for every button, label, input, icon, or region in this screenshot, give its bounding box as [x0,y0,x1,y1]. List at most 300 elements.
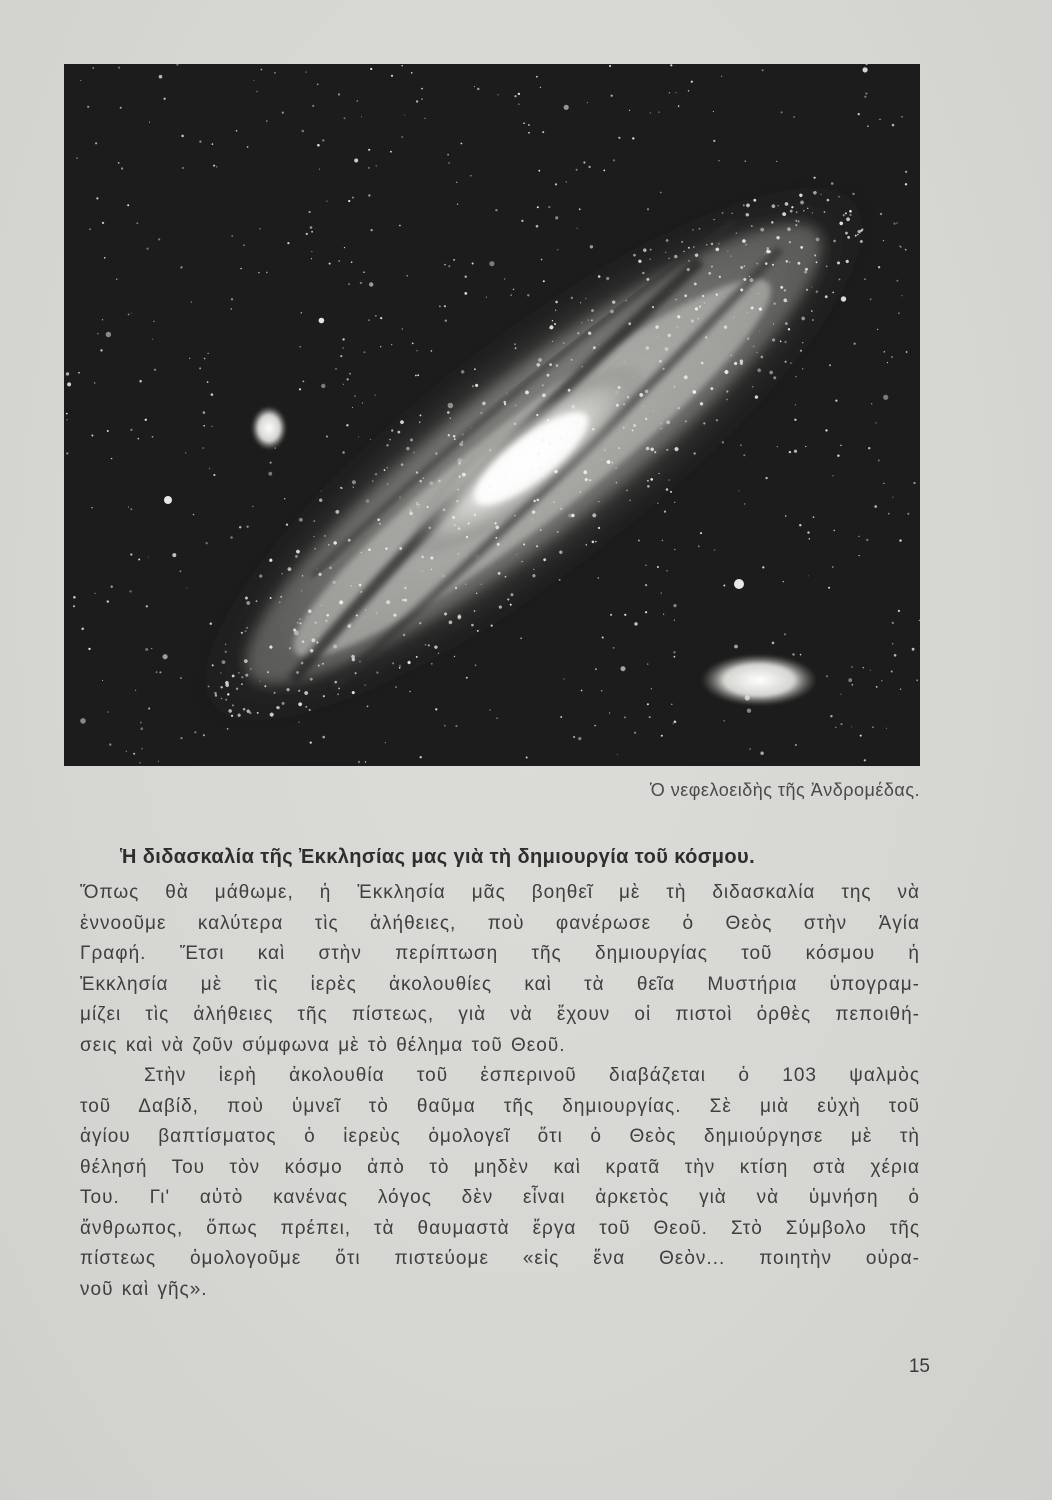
star [164,98,166,100]
star [73,596,76,599]
star [301,312,302,313]
star [209,468,210,469]
star [870,298,872,300]
star [772,642,775,645]
star [734,645,738,649]
star [240,268,242,270]
star [678,105,680,107]
star [444,264,446,266]
star [527,294,529,296]
star [745,160,747,162]
star [404,115,405,116]
star [892,124,895,127]
star [521,220,523,222]
star [907,513,909,515]
star [647,703,649,705]
star [91,435,93,437]
star [495,209,497,211]
star [146,248,148,250]
body-text [80,878,920,1305]
star [380,346,381,347]
star [472,263,474,265]
star [163,654,168,659]
star [246,526,248,528]
star [274,72,276,74]
star [213,474,215,476]
star [149,122,150,123]
star [868,447,870,449]
star [309,211,311,213]
star [338,260,340,262]
star [475,664,477,666]
star [564,105,569,110]
star [140,722,142,724]
star [713,140,715,142]
star [661,592,662,593]
star [447,154,449,156]
galaxy-image [64,64,920,766]
star [647,208,649,210]
star [335,368,337,370]
star [118,162,120,164]
star [528,124,530,126]
star [253,80,254,81]
star [128,314,130,316]
star [104,257,106,259]
star [906,351,908,353]
star [231,235,233,237]
star [342,338,344,340]
star [886,728,887,729]
star [899,539,901,541]
star [338,93,340,95]
star [662,540,663,541]
companion-galaxy-m32 [251,406,287,450]
star [420,756,422,758]
text-line: πίστεως ὁμολογοῦμε ὅτι πιστεύομε «εἰς ἕνα Θεὸν... ποιητὴν οὐρα- [80,1248,920,1269]
star [102,222,104,224]
star [172,553,176,557]
star [121,167,123,169]
star [826,675,828,677]
star [252,506,254,508]
star [421,98,423,100]
star [455,725,457,727]
star [518,104,519,105]
photo-caption: Ὁ νεφελοειδὴς τῆς Ἀνδρομέδας. [649,780,920,800]
star [777,446,778,447]
star [566,181,567,182]
star [346,424,348,426]
star [548,206,550,208]
star [152,436,154,438]
star [368,149,370,151]
star [898,610,900,612]
star [361,116,362,117]
star [809,538,811,540]
star [411,72,413,74]
star [664,511,666,513]
star [900,689,901,690]
star [391,344,392,345]
star [116,278,118,280]
star [354,159,358,163]
star [236,130,238,132]
star [94,593,95,594]
star [595,668,597,670]
star [407,275,408,276]
star [380,317,382,319]
star [152,339,153,340]
star [402,136,403,137]
star [399,225,401,227]
star [888,513,890,515]
star [858,113,860,115]
star [415,375,417,377]
star [673,604,676,607]
star [835,727,836,728]
star [645,584,647,586]
star [456,182,457,183]
star [213,165,215,167]
star [700,532,702,534]
star [783,581,784,582]
star [322,736,325,739]
star [688,90,689,91]
star [560,716,562,718]
star [795,404,796,405]
star [284,498,285,499]
star [151,648,152,649]
star [402,328,403,329]
star [216,166,218,168]
text-line: ἁγίου βαπτίσματος ὁ ἱερεὺς ὁμολογεῖ ὅτι ὁ Θεὸς δημιούργησε μὲ τὴ [80,1126,920,1147]
star [417,374,419,376]
star [138,559,140,561]
star [879,119,880,120]
star [807,531,809,533]
star [444,305,446,307]
star [203,411,206,414]
star [864,278,866,280]
star [385,742,386,743]
star [401,65,403,67]
star [854,343,856,345]
star [231,308,233,310]
star [180,266,182,268]
star [111,586,113,588]
star [206,542,208,544]
star [613,159,615,161]
star [794,450,797,453]
star [674,656,676,658]
star [526,757,528,759]
star [93,67,94,68]
star [537,206,539,208]
star [311,251,312,252]
star [675,92,676,93]
star [322,139,324,141]
star [576,169,578,171]
star [412,343,414,345]
star [181,135,184,138]
star [352,197,354,199]
star [448,265,450,267]
star [239,526,241,528]
star [577,228,578,229]
star [762,69,764,71]
star [352,407,353,408]
bright-star [734,579,744,589]
star [107,600,109,602]
star [371,229,373,231]
star [624,614,626,616]
star [66,452,68,454]
star [863,67,868,72]
star [203,734,205,736]
star [364,351,366,353]
star [97,333,99,335]
star [865,93,867,95]
star [594,725,596,727]
star [102,680,103,681]
star [870,670,871,671]
star [867,125,869,127]
star [370,68,372,70]
star [243,244,245,246]
star [878,460,880,462]
text-line: σεις καὶ νὰ ζοῦν σύμφωνα μὲ τὸ θέλημα τοῦ Θεοῦ. [80,1034,566,1056]
star [518,93,520,95]
star [360,282,362,284]
star [303,381,305,383]
star [718,160,719,161]
star [674,502,675,503]
star [883,395,888,400]
star [891,356,893,358]
star [851,726,852,727]
star [465,276,467,278]
star [747,709,751,713]
star [365,761,366,762]
star [658,112,659,113]
star [760,752,763,755]
star [66,413,68,415]
star [424,118,425,119]
star [543,280,545,282]
star [130,429,132,431]
star [876,686,878,688]
star [340,355,342,357]
star [159,671,161,673]
star [618,137,620,139]
star [130,508,132,510]
star [871,403,872,404]
star [87,106,89,108]
star [617,754,618,755]
star [282,112,284,114]
star [326,436,328,438]
star [894,654,897,657]
star [131,313,132,314]
star [208,353,209,354]
star [784,633,786,635]
star [901,295,902,296]
star [270,462,272,464]
star [453,259,455,261]
star [107,711,109,713]
star [376,165,377,166]
star [832,566,834,568]
star [109,743,111,745]
star [832,475,833,476]
star [829,364,831,366]
star [881,680,883,682]
star [94,382,96,384]
star [180,570,182,572]
section-heading: Ἡ διδασκαλία τῆς Ἐκκλησίας μας γιὰ τὴ δημιουργία τοῦ κόσμου. [120,846,756,868]
star [762,566,764,568]
star [185,452,186,453]
star [698,545,700,547]
text-line: ἐννοοῦμε καλύτερα τὶς ἀλήθειες, ποὺ φανέρωσε ὁ Θεὸς στὴν Ἁγία [80,912,920,934]
star [896,280,898,282]
star [199,367,201,369]
star [145,419,147,421]
star [792,653,794,655]
star [351,261,353,263]
star [88,648,90,650]
star [159,75,163,79]
star [354,395,356,397]
star [73,605,75,607]
star [864,96,866,98]
star [449,162,450,163]
star [691,81,693,83]
star [860,735,862,737]
star [477,88,479,90]
star [305,71,306,72]
star [536,76,538,78]
star [749,748,751,750]
star [714,549,716,551]
star [141,727,144,730]
star [851,666,853,668]
star [199,141,201,143]
star [306,233,308,235]
star [409,691,411,693]
star [913,482,915,484]
star [601,690,602,691]
star [126,751,127,752]
star [629,110,630,111]
star [67,382,71,386]
star [893,223,895,225]
star [673,651,675,653]
star [348,283,349,284]
star [348,200,350,202]
star [260,228,261,229]
star [363,271,365,273]
star [765,477,767,479]
star [362,402,363,403]
star [344,247,345,248]
star [649,716,651,718]
star [347,378,349,380]
text-line: νοῦ καὶ γῆς». [80,1278,208,1300]
text-line: τοῦ Δαβίδ, ποὺ ὑμνεῖ τὸ θαῦμα τῆς δημιουργίας. Σὲ μιὰ εὐχὴ τοῦ [80,1095,920,1117]
star [587,102,588,103]
star [258,272,259,273]
star [504,278,505,279]
star [609,712,610,713]
star [661,735,663,737]
star [106,332,111,337]
star [795,744,797,746]
star [896,222,898,224]
star [367,706,369,708]
star [368,167,370,169]
star [663,614,664,615]
star [660,192,662,194]
text-line: Του. Γι' αὐτὸ κανένας λόγος δὲν εἶναι ἀρκετὸς γιὰ νὰ ὑμνήση ὁ [80,1187,920,1208]
star [207,381,209,383]
star [740,444,742,446]
bright-star [164,496,172,504]
star [799,524,801,526]
star [102,319,103,320]
star [520,637,522,639]
star [864,759,866,761]
star [247,146,249,148]
star [311,258,312,259]
star [416,350,417,351]
star [268,472,272,476]
star [723,720,725,722]
star [445,320,447,322]
star [878,266,880,268]
star [319,318,325,324]
paragraph-1 [80,878,920,1061]
star [129,590,131,592]
star [602,637,604,639]
text-line: ἄνθρωπος, ὅπως πρέπει, τὰ θαυμαστὰ ἔργα τοῦ Θεοῦ. Στὸ Σύμβολο τῆς [80,1217,920,1239]
star [368,320,369,321]
star [674,721,677,724]
star [107,430,109,432]
star [892,643,893,644]
star [148,708,150,710]
star [671,704,672,705]
star [669,92,670,93]
star [721,76,722,77]
star [180,737,182,739]
star [800,654,802,656]
star [100,349,102,351]
star [840,723,842,725]
star [78,372,80,374]
star [877,329,878,330]
star [805,446,806,447]
star [840,445,841,446]
star [139,762,140,763]
star [146,605,148,607]
companion-galaxy-m110 [701,654,817,706]
star [789,451,791,453]
star [795,376,796,377]
star [863,667,865,669]
star [266,272,268,274]
